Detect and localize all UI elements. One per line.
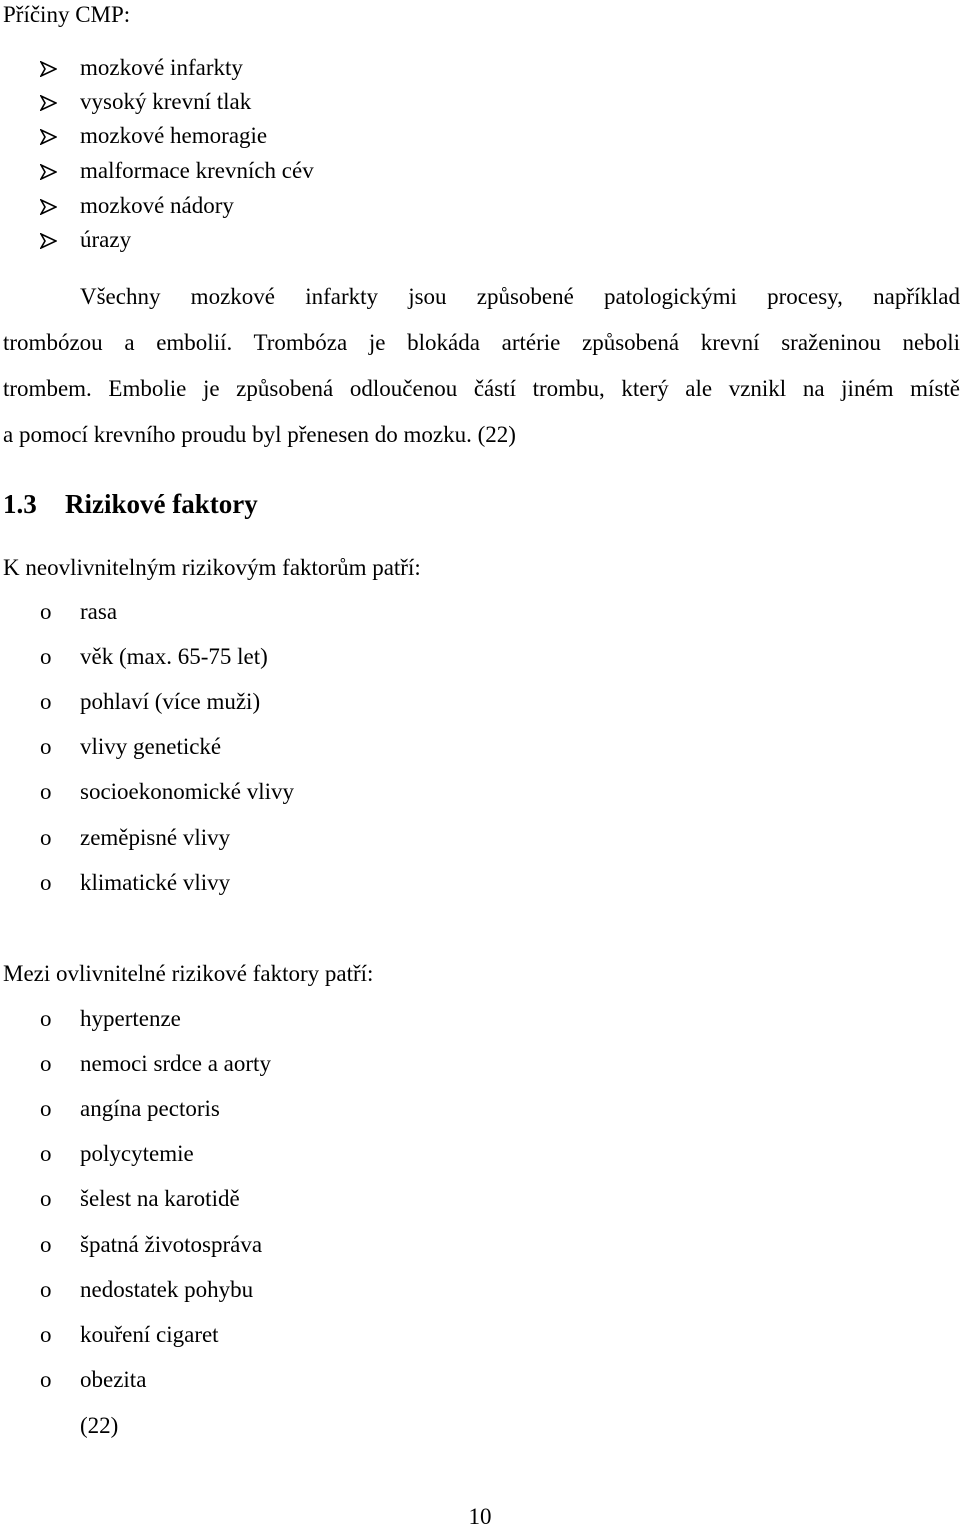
page-number: 10 [468, 1504, 492, 1529]
cause-item-label: malformace krevních cév [80, 158, 314, 183]
risk-factor-label: špatná životospráva [80, 1232, 263, 1257]
risk-factor-label: rasa [80, 599, 118, 624]
circle-bullet-icon: o [40, 599, 52, 624]
risk-factor-label: nemoci srdce a aorty [80, 1051, 271, 1076]
cause-item-label: úrazy [80, 227, 132, 252]
paragraph-line: Všechny mozkové infarkty jsou způsobené patologickými procesy, například [80, 284, 960, 309]
risk-factor-label: klimatické vlivy [80, 870, 231, 895]
circle-bullet-icon: o [40, 1186, 52, 1211]
modifiable-intro: Mezi ovlivnitelné rizikové faktory patří: [3, 961, 374, 986]
arrow-bullet-icon [40, 95, 57, 111]
paragraph-line: trombem. Embolie je způsobená odloučenou částí trombu, který ale vznikl na jiném místě [3, 376, 960, 401]
arrow-bullet-icon [40, 61, 57, 77]
causes-heading: Příčiny CMP: [3, 2, 131, 27]
risk-factor-label: věk (max. 65-75 let) [80, 644, 268, 669]
circle-bullet-icon: o [40, 689, 52, 714]
cause-item-label: mozkové hemoragie [80, 123, 268, 148]
risk-factor-label: vlivy genetické [80, 734, 222, 759]
cause-item-label: mozkové infarkty [80, 55, 243, 80]
risk-factor-label: socioekonomické vlivy [80, 779, 294, 804]
circle-bullet-icon: o [40, 1006, 52, 1031]
paragraph-line: trombózou a embolií. Trombóza je blokáda artérie způsobená krevní sraženinou neboli [3, 330, 960, 355]
risk-factor-label: kouření cigaret [80, 1322, 219, 1347]
risk-factor-label: nedostatek pohybu [80, 1277, 254, 1302]
risk-factor-label: zeměpisné vlivy [80, 825, 231, 850]
circle-bullet-icon: o [40, 1096, 52, 1121]
arrow-bullet-icon [40, 164, 57, 180]
section-heading [3, 488, 258, 520]
circle-bullet-icon: o [40, 1322, 52, 1347]
risk-factor-label: šelest na karotidě [80, 1186, 240, 1211]
reference-citation: (22) [80, 1413, 119, 1438]
non-modifiable-intro: K neovlivnitelným rizikovým faktorům patří: [3, 555, 421, 580]
risk-factor-label: pohlaví (více muži) [80, 689, 261, 714]
circle-bullet-icon: o [40, 825, 52, 850]
paragraph-line: a pomocí krevního proudu byl přenesen do mozku. (22) [3, 422, 516, 447]
circle-bullet-icon: o [40, 870, 52, 895]
cause-item-label: vysoký krevní tlak [80, 89, 252, 114]
circle-bullet-icon: o [40, 1277, 52, 1302]
circle-bullet-icon: o [40, 779, 52, 804]
circle-bullet-icon: o [40, 1141, 52, 1166]
cause-item-label: mozkové nádory [80, 193, 234, 218]
risk-factor-label: polycytemie [80, 1141, 194, 1166]
section-number: 1.3 [3, 489, 37, 519]
circle-bullet-icon: o [40, 644, 52, 669]
circle-bullet-icon: o [40, 1051, 52, 1076]
circle-bullet-icon: o [40, 1367, 52, 1392]
section-title: Rizikové faktory [65, 489, 258, 519]
arrow-bullet-icon [40, 199, 57, 215]
risk-factor-label: hypertenze [80, 1006, 181, 1031]
circle-bullet-icon: o [40, 1232, 52, 1257]
risk-factor-label: obezita [80, 1367, 147, 1392]
arrow-bullet-icon [40, 233, 57, 249]
arrow-bullet-icon [40, 129, 57, 145]
risk-factor-label: angína pectoris [80, 1096, 220, 1121]
circle-bullet-icon: o [40, 734, 52, 759]
